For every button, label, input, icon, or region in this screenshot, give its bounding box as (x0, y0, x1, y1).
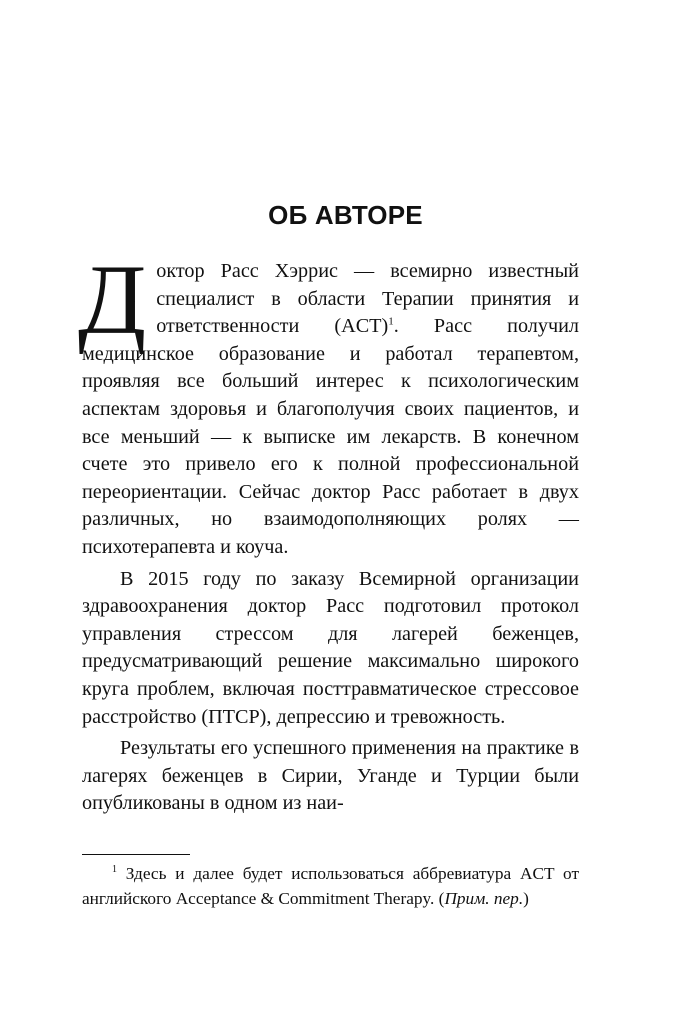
drop-cap-letter: Д (78, 244, 147, 355)
chapter-heading: ОБ АВТОРЕ (268, 200, 423, 230)
footnote (82, 862, 579, 911)
paragraph-1-text-a: октор Расс Хэррис — всемирно известный специалист в области Терапии принятия и ответственности (ACT) (156, 260, 579, 338)
paragraph-1 (78, 244, 580, 562)
body-text (78, 244, 580, 818)
footnote-closing: ) (523, 888, 529, 908)
paragraph-2: В 2015 году по заказу Всемирной организации здравоохранения доктор Расс подготовил протокол управления стрессом для лагерей беженцев, предусматривающий решение максимально широкого круга проблем, включая посттравматическое стрессовое расстройство (ПТСР), депрессию и тревожность. (82, 567, 579, 728)
paragraph-1-text-b: . Расс получил медицинское образование и работал терапевтом, проявляя все больший интерес к психологическим аспектам здоровья и благополучия своих пациентов, и все меньший — к выписке им лекарств. В конечном счете это привело его к полной профессиональной переориентации. Сейчас доктор Расс работает в двух различных, но взаимодополняющих ролях — психотерапевта и коуча. (82, 315, 580, 558)
footnote-reference-mark: 1 (388, 315, 394, 328)
footnote-divider (82, 854, 190, 855)
paragraph-3: Результаты его успешного применения на практике в лагерях беженцев в Сирии, Уганде и Турции были опубликованы в одном из наи- (82, 737, 579, 815)
footnote-number: 1 (112, 864, 117, 876)
footnote-translator-note: Прим. пер. (444, 888, 524, 908)
footnote-text: Здесь и далее будет использоваться аббревиатура ACT от английского Acceptance & Commitment Therapy. ( (82, 864, 579, 908)
